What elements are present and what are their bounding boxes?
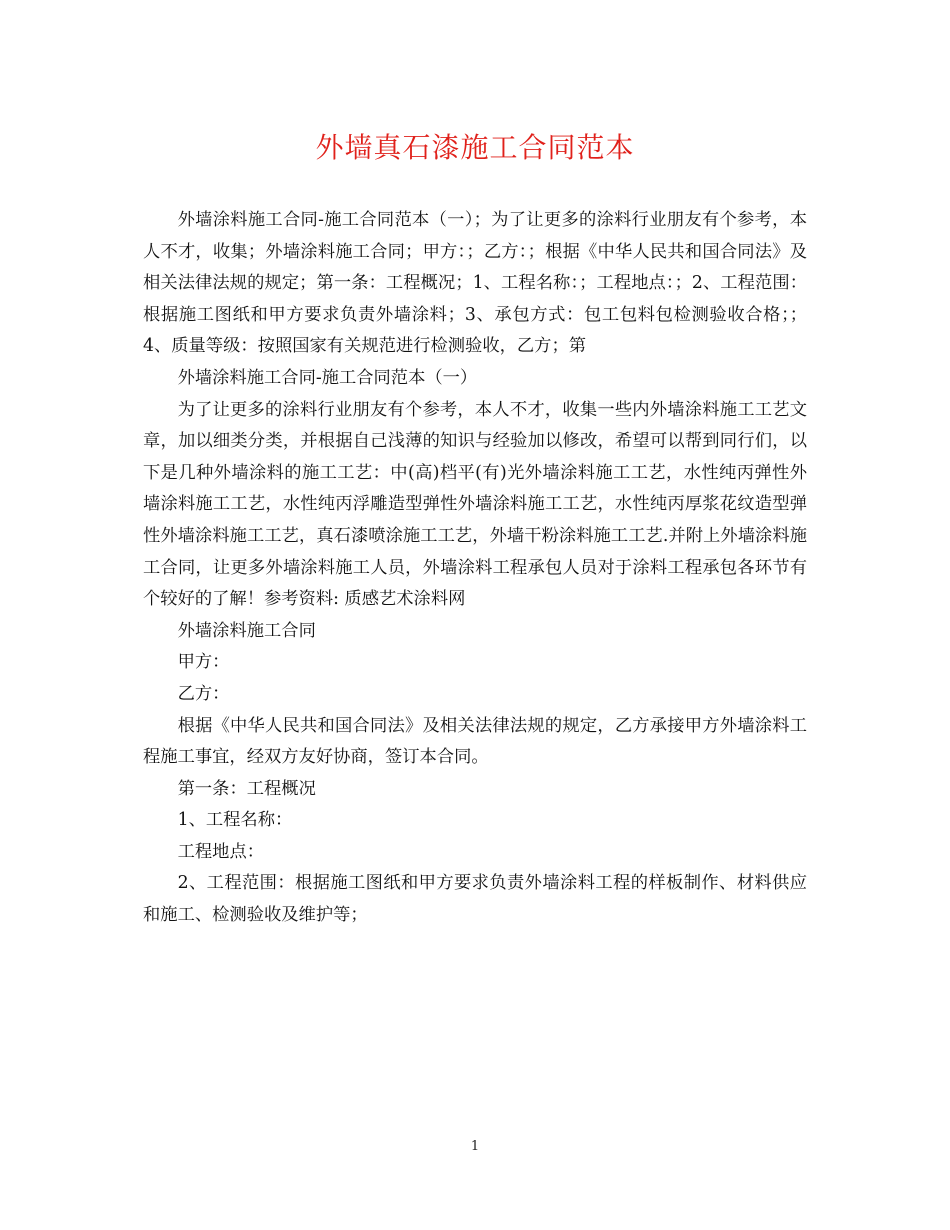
paragraph-summary: 外墙涂料施工合同-施工合同范本（一）；为了让更多的涂料行业朋友有个参考，本人不才，收集；外墙涂料施工合同；甲方：；乙方：；根据《中华人民共和国合同法》及相关法律法规的规定；第一条：工程概况；1、工程名称：；工程地点：；2、工程范围：根据施工图纸和甲方要求负责外墙涂料；3、承包方式：包工包料包检测验收合格；；4、质量等级：按照国家有关规范进行检测验收，乙方；第 [143, 210, 807, 357]
paragraph-legal-basis: 根据《中华人民共和国合同法》及相关法律法规的规定，乙方承接甲方外墙涂料工程施工事宜，经双方友好协商，签订本合同。 [143, 715, 807, 768]
paragraph-intro: 为了让更多的涂料行业朋友有个参考，本人不才，收集一些内外墙涂料施工工艺文章，加以细类分类，并根据自己浅薄的知识与经验加以修改，希望可以帮到同行们，以下是几种外墙涂料的施工工艺：中(高)档平(有)光外墙涂料施工工艺，水性纯丙弹性外墙涂料施工工艺，水性纯丙浮雕造型弹性外墙涂料施工工艺，水性纯丙厚浆花纹造型弹性外墙涂料施工工艺，真石漆喷涂施工工艺，外墙干粉涂料施工工艺.并附上外墙涂料施工合同，让更多外墙涂料施工人员，外墙涂料工程承包人员对于涂料工程承包各环节有个较好的了解！参考资料: 质感艺术涂料网 [143, 399, 807, 610]
paragraph-project-name: 1、工程名称： [177, 810, 293, 831]
paragraph-article-one: 第一条：工程概况 [177, 778, 316, 799]
paragraph-contract-title: 外墙涂料施工合同 [177, 620, 316, 641]
paragraph-project-location: 工程地点： [177, 841, 265, 862]
page-number: 1 [470, 1139, 480, 1154]
paragraph-project-scope: 2、工程范围：根据施工图纸和甲方要求负责外墙涂料工程的样板制作、材料供应和施工、检测验收及维护等； [143, 873, 807, 926]
paragraph-heading-sample: 外墙涂料施工合同-施工合同范本（一） [177, 367, 478, 388]
paragraph-party-b: 乙方： [177, 683, 230, 704]
paragraph-party-a: 甲方： [177, 652, 230, 673]
document-title: 外墙真石漆施工合同范本 [315, 131, 635, 164]
document-body [143, 205, 807, 932]
